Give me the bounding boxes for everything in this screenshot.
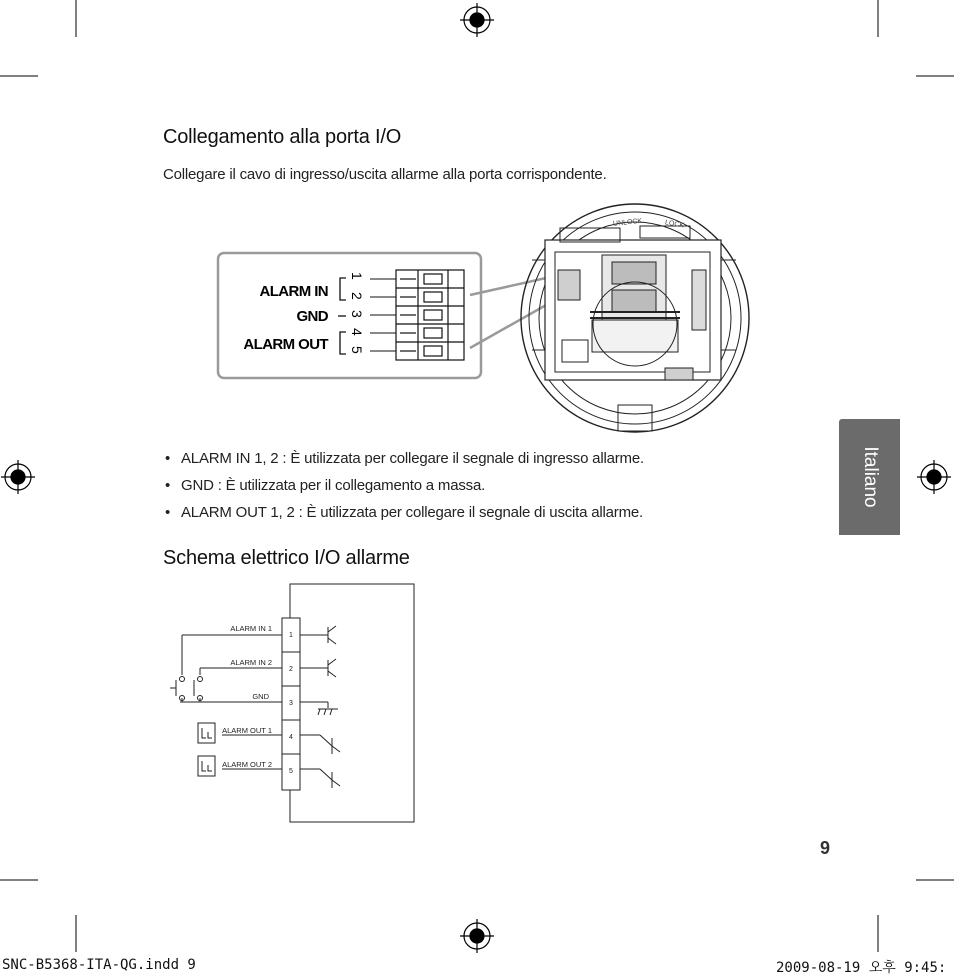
list-item: • ALARM IN 1, 2 : È utilizzata per collegare il segnale di ingresso allarme. [165, 450, 644, 467]
pin-2: 2 [349, 292, 365, 300]
camera-base-illustration [521, 204, 749, 432]
registration-mark-bottom [460, 919, 494, 953]
bullet-marker: • [165, 504, 171, 521]
schematic-label-alarm-in-1: ALARM IN 1 [230, 624, 272, 633]
registration-mark-left [1, 460, 35, 494]
section-title-wiring-diagram: Schema elettrico I/O allarme [163, 547, 410, 569]
list-item: • GND : È utilizzata per il collegamento a massa. [165, 477, 486, 494]
lid-text-unlock: UNLOCK [612, 217, 643, 228]
schematic-pin-2: 2 [289, 666, 293, 673]
footer-datetime: 2009-08-19 오후 9:45: [776, 960, 947, 976]
section-title-io-port: Collegamento alla porta I/O [163, 126, 402, 148]
schematic-pin-5: 5 [289, 768, 293, 775]
language-tab-label: Italiano [859, 446, 881, 508]
section-intro-text: Collegare il cavo di ingresso/uscita allarme alla porta corrispondente. [163, 166, 607, 183]
label-alarm-in: ALARM IN [259, 283, 328, 300]
pin-1: 1 [349, 272, 365, 280]
registration-mark-right [917, 460, 951, 494]
schematic-label-gnd: GND [252, 692, 269, 701]
io-connector-figure [210, 200, 760, 440]
schematic-pin-1: 1 [289, 632, 293, 639]
lid-text-lock: LOCK [664, 219, 685, 230]
label-alarm-out: ALARM OUT [243, 336, 328, 353]
device-box [290, 584, 414, 822]
alarm-io-schematic [160, 580, 420, 830]
label-gnd: GND [296, 308, 328, 325]
schematic-label-alarm-out-1: ALARM OUT 1 [222, 726, 272, 735]
schematic-label-alarm-in-2: ALARM IN 2 [230, 658, 272, 667]
schematic-pin-4: 4 [289, 734, 293, 741]
page-number: 9 [819, 838, 830, 858]
pin-4: 4 [349, 328, 365, 336]
bullet-marker: • [165, 477, 171, 494]
language-tab [839, 419, 900, 535]
pin-5: 5 [349, 346, 365, 354]
bullet-marker: • [165, 450, 171, 467]
footer-file-info: SNC-B5368-ITA-QG.indd 9 [2, 957, 196, 973]
pin-3: 3 [349, 310, 365, 318]
registration-mark-top [460, 3, 494, 37]
list-item: • ALARM OUT 1, 2 : È utilizzata per collegare il segnale di uscita allarme. [165, 504, 644, 521]
schematic-pin-3: 3 [289, 700, 293, 707]
schematic-label-alarm-out-2: ALARM OUT 2 [222, 760, 272, 769]
terminal-block [396, 270, 464, 360]
io-pin-description-list [163, 449, 644, 530]
